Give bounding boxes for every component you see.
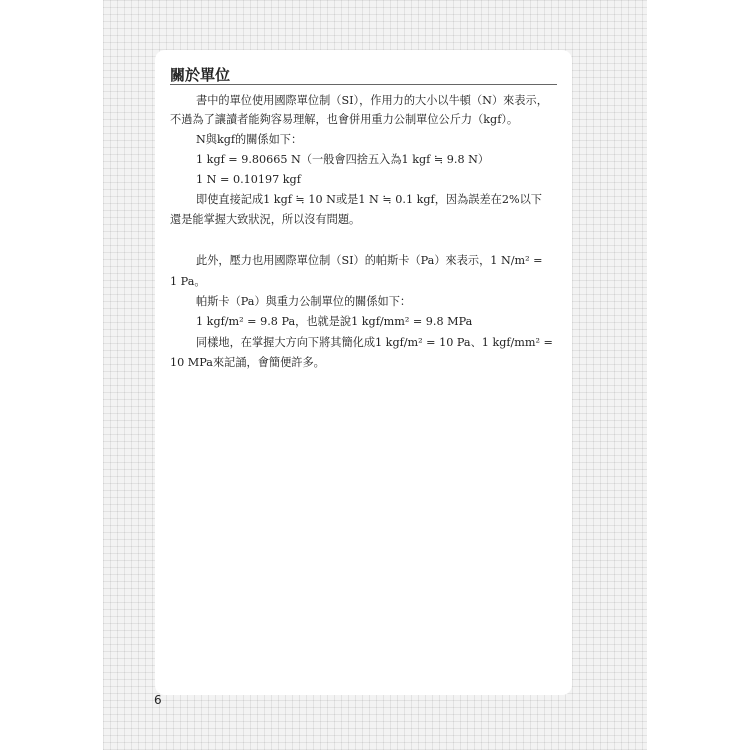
paragraph-line: 此外，壓力也用國際單位制（SI）的帕斯卡（Pa）來表示，1 N/m² = bbox=[196, 254, 543, 267]
paragraph-line: 不過為了讓讀者能夠容易理解，也會併用重力公制單位公斤力（kgf）。 bbox=[170, 113, 519, 126]
equation-line: 1 kgf/m² = 9.8 Pa，也就是說1 kgf/mm² = 9.8 MPa bbox=[196, 315, 473, 328]
paragraph-line: 還是能掌握大致狀況，所以沒有問題。 bbox=[170, 213, 361, 226]
heading-underline bbox=[170, 84, 557, 85]
paragraph-line: 1 Pa。 bbox=[170, 275, 206, 288]
page-number: 6 bbox=[154, 693, 162, 707]
paragraph-line: 同樣地，在掌握大方向下將其簡化成1 kgf/m² = 10 Pa、1 kgf/mm² = bbox=[196, 336, 553, 349]
section-heading: 關於單位 bbox=[170, 66, 231, 84]
equation-line: 1 N = 0.10197 kgf bbox=[196, 173, 301, 186]
paragraph-line: 帕斯卡（Pa）與重力公制單位的關係如下： bbox=[196, 295, 412, 308]
paragraph-line: 10 MPa來記誦，會簡便許多。 bbox=[170, 356, 325, 369]
paragraph-line: 書中的單位使用國際單位制（SI），作用力的大小以牛頓（N）來表示， bbox=[196, 94, 548, 107]
paragraph-line: 即使直接記成1 kgf ≒ 10 N或是1 N ≒ 0.1 kgf，因為誤差在2%以下 bbox=[196, 193, 542, 206]
paragraph-line: N與kgf的關係如下： bbox=[196, 133, 303, 146]
equation-line: 1 kgf = 9.80665 N（一般會四捨五入為1 kgf ≒ 9.8 N） bbox=[196, 153, 490, 166]
